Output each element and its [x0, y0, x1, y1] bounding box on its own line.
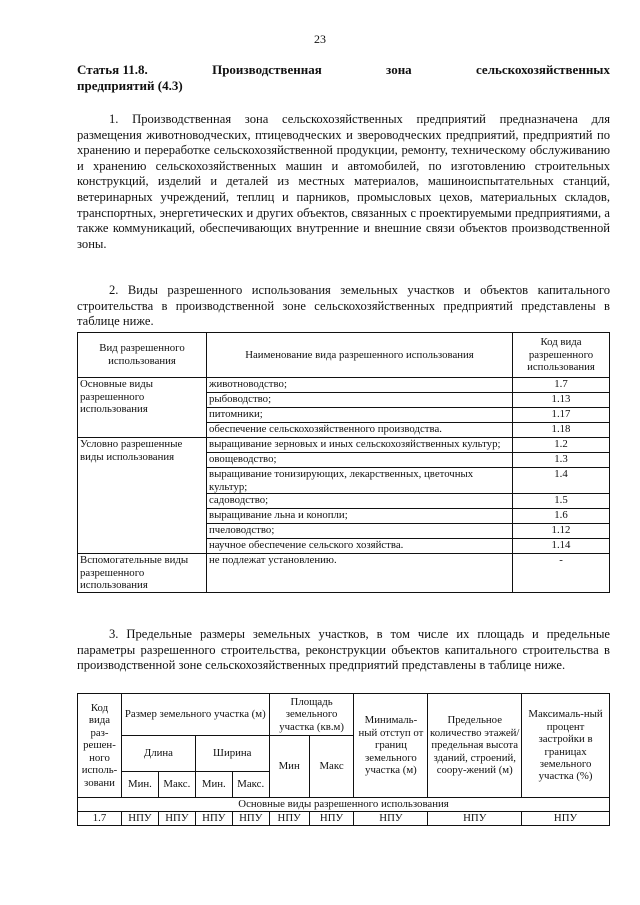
t1-group-auxiliary: Вспомогательные виды разрешенного использования — [78, 554, 207, 593]
t2-header-code: Код вида раз-решен-ного исполь-зовани — [78, 694, 122, 798]
t2-header-area-max: Макс — [309, 736, 354, 798]
t2-header-percent: Максималь-ный процент застройки в границах земельного участка (%) — [522, 694, 610, 798]
permitted-use-table — [77, 332, 610, 593]
t1-row-code: 1.12 — [513, 524, 610, 539]
article-number: Статья 11.8. — [77, 62, 148, 77]
t1-row-code: 1.3 — [513, 453, 610, 468]
t1-row-name: садоводство; — [207, 494, 513, 509]
t2-header-length-max: Макс. — [158, 772, 195, 798]
t2-header-width-min: Мин. — [195, 772, 232, 798]
t1-row-name: обеспечение сельскохозяйственного производства. — [207, 423, 513, 438]
article-title-word-3: сельскохозяйственных — [476, 62, 610, 77]
t2-header-floors: Предельное количество этажей/ предельная высота зданий, строений, соору-жений (м) — [428, 694, 522, 798]
t2-header-area-min: Мин — [269, 736, 309, 798]
t1-row-code: 1.4 — [513, 468, 610, 494]
t1-group-conditional: Условно разрешенные виды использования — [78, 438, 207, 554]
article-heading — [77, 62, 610, 94]
t2-cell-code: 1.7 — [78, 812, 122, 826]
paragraph-1: 1. Производственная зона сельскохозяйственных предприятий предназначена для размещения животноводческих, птицеводческих и звероводческих предприятий, предприятий по хранению и переработке сельскохозяйственной продукции, ремонту, техническому обслуживанию и хранению сельскохозяйственных машин и автомобилей, по изготовлению строительных конструкций, изделий и деталей из местных материалов, машиноиспытательных станций, ветеринарных учреждений, теплиц и парников, промысловых цехов, материальных складов, транспортных, энергетических и других объектов, связанных с проектируемыми предприятиями, а также коммуникаций, обеспечивающих внутренние и внешние связи объектов производственной зоны. — [77, 112, 610, 251]
t2-cell: НПУ — [428, 812, 522, 826]
t2-header-size: Размер земельного участка (м) — [121, 694, 269, 736]
t1-row-code: 1.2 — [513, 438, 610, 453]
t1-row-code: 1.6 — [513, 509, 610, 524]
t1-row-code: 1.18 — [513, 423, 610, 438]
t1-row-code: 1.17 — [513, 408, 610, 423]
t2-cell: НПУ — [121, 812, 158, 826]
t1-row-code: - — [513, 554, 610, 593]
t1-header-code: Код вида разрешенного использования — [513, 333, 610, 378]
paragraph-3: 3. Предельные размеры земельных участков, в том числе их площадь и предельные параметры разрешенного строительства, реконструкции объектов капитального строительства в производственной зоне сельскохозяйственных предприятий представлены в таблице ниже. — [77, 627, 610, 673]
t1-row-name: выращивание льна и конопли; — [207, 509, 513, 524]
t2-header-width: Ширина — [195, 736, 269, 772]
t2-cell: НПУ — [269, 812, 309, 826]
t1-row-name: выращивание зерновых и иных сельскохозяйственных культур; — [207, 438, 513, 453]
t2-cell: НПУ — [309, 812, 354, 826]
t1-row-name: животноводство; — [207, 378, 513, 393]
t1-row-name: пчеловодство; — [207, 524, 513, 539]
t1-row-name: научное обеспечение сельского хозяйства. — [207, 539, 513, 554]
t1-header-name: Наименование вида разрешенного использования — [207, 333, 513, 378]
t2-cell: НПУ — [232, 812, 269, 826]
t2-section-label: Основные виды разрешенного использования — [78, 798, 610, 812]
t2-cell: НПУ — [158, 812, 195, 826]
t1-row-name: рыбоводство; — [207, 393, 513, 408]
t2-header-setback: Минималь-ный отступ от границ земельного участка (м) — [354, 694, 428, 798]
t1-header-type: Вид разрешенного использования — [78, 333, 207, 378]
t1-row-code: 1.7 — [513, 378, 610, 393]
t2-cell: НПУ — [522, 812, 610, 826]
page-number: 23 — [314, 32, 326, 46]
paragraph-2: 2. Виды разрешенного использования земельных участков и объектов капитального строительства в производственной зоне сельскохозяйственных предприятий представлены в таблице ниже. — [77, 283, 610, 329]
t1-row-code: 1.14 — [513, 539, 610, 554]
t1-row-code: 1.5 — [513, 494, 610, 509]
t2-header-length-min: Мин. — [121, 772, 158, 798]
article-title-line-2: предприятий (4.3) — [77, 78, 183, 93]
t2-cell: НПУ — [354, 812, 428, 826]
t2-header-area: Площадь земельного участка (кв.м) — [269, 694, 354, 736]
t1-row-code: 1.13 — [513, 393, 610, 408]
t2-cell: НПУ — [195, 812, 232, 826]
t1-row-name: овощеводство; — [207, 453, 513, 468]
t1-row-name: питомники; — [207, 408, 513, 423]
t2-header-length: Длина — [121, 736, 195, 772]
article-title-word-2: зона — [386, 62, 412, 77]
article-title-word-1: Производственная — [212, 62, 322, 77]
t1-group-main: Основные виды разрешенного использования — [78, 378, 207, 438]
parameters-table — [77, 693, 610, 826]
t1-row-name: выращивание тонизирующих, лекарственных, цветочных культур; — [207, 468, 513, 494]
t2-header-width-max: Макс. — [232, 772, 269, 798]
t1-row-name: не подлежат установлению. — [207, 554, 513, 593]
